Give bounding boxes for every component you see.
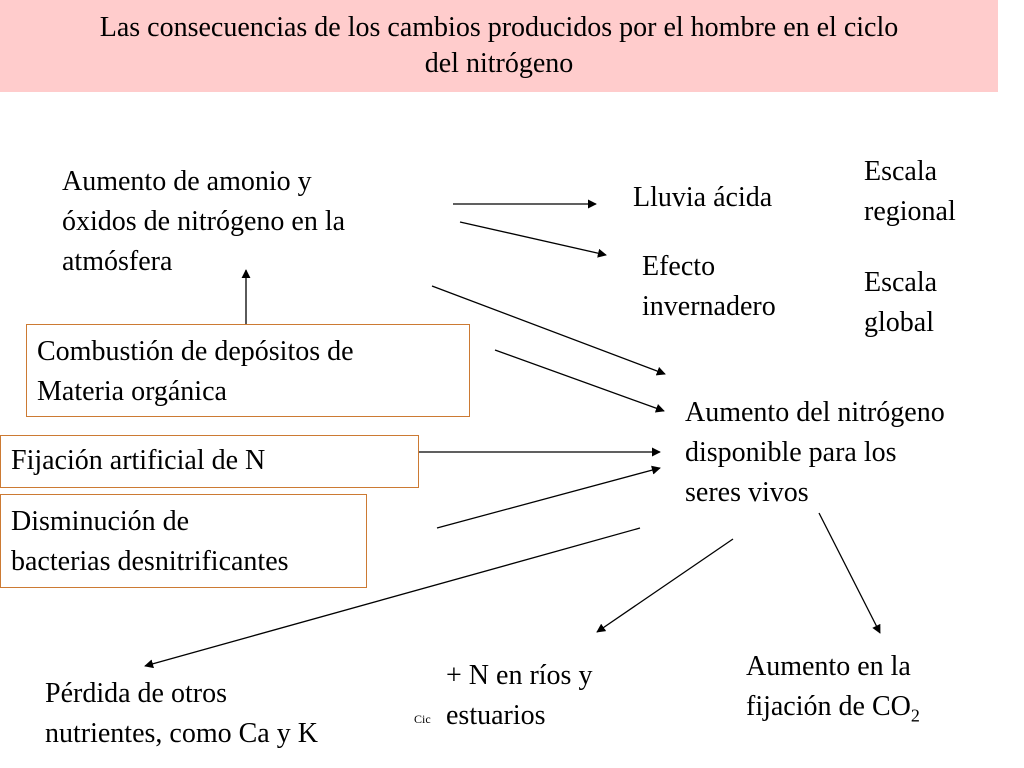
title-line-2: del nitrógeno (424, 48, 574, 79)
arrow-aumento-n-to-rios (597, 539, 733, 632)
arrow-atmos-to-efecto (460, 222, 606, 255)
arrow-disminucion-to-aumento-n (437, 468, 660, 528)
box-disminucion-bacterias: Disminución de bacterias desnitrificantes (0, 494, 367, 588)
node-fijacion-co2: Aumento en la fijación de $CO_2$ (746, 651, 920, 726)
node-escala-regional: Escala regional (864, 156, 956, 227)
node-atmosfera: Aumento de amonio y óxidos de nitrógeno en la atmósfera (62, 166, 346, 277)
fragment-text: Cic (414, 712, 431, 726)
node-n-rios: + N en ríos y estuarios (446, 660, 593, 731)
node-aumento-nitrogeno: Aumento del nitrógeno disponible para los seres vivos (685, 397, 945, 508)
box-combustion: Combustión de depósitos de Materia orgánica (26, 324, 470, 417)
node-lluvia-acida: Lluvia ácida (633, 182, 773, 213)
node-escala-global: Escala global (864, 267, 938, 338)
title-line-1: Las consecuencias de los cambios producidos por el hombre en el ciclo (99, 12, 899, 43)
arrow-combustion-to-aumento-n (495, 350, 664, 411)
node-efecto-invernadero: Efecto invernadero (642, 251, 776, 322)
node-perdida-nutrientes: Pérdida de otros nutrientes, como Ca y K (45, 678, 318, 749)
box-fijacion-artificial: Fijación artificial de N (0, 435, 419, 488)
arrow-aumento-n-to-co2 (819, 513, 880, 633)
